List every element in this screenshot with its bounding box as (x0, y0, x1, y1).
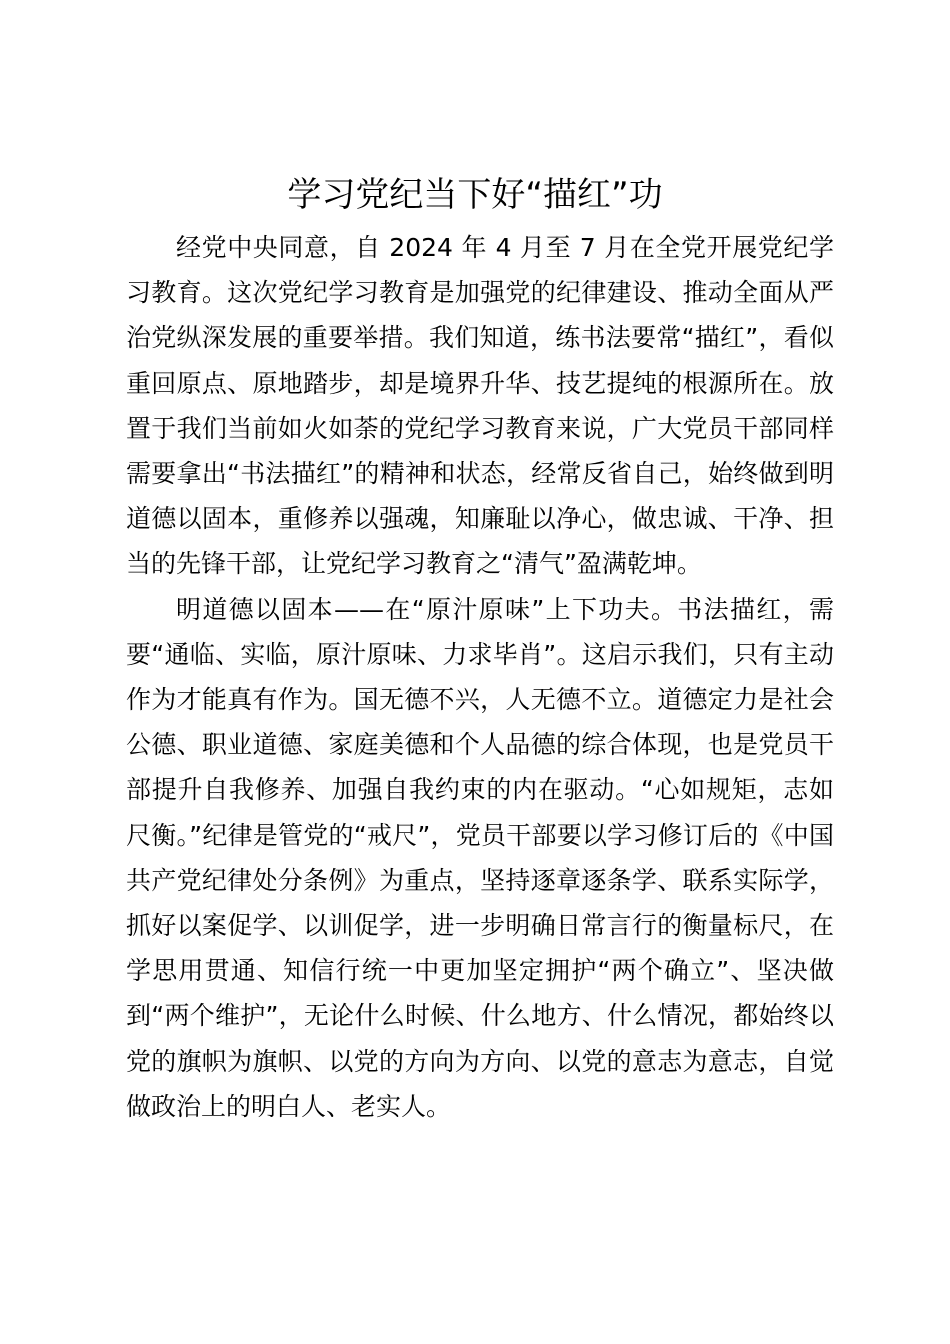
paragraph-1: 经党中央同意，自 2024 年 4 月至 7 月在全党开展党纪学习教育。这次党纪学习教育是加强党的纪律建设、推动全面从严治党纵深发展的重要举措。我们知道，练书法要常“描红”，看似重回原点、原地踏步，却是境界升华、技艺提纯的根源所在。放置于我们当前如火如荼的党纪学习教育来说，广大党员干部同样需要拿出“书法描红”的精神和状态，经常反省自己，始终做到明道德以固本，重修养以强魂，知廉耻以净心，做忠诚、干净、担当的先锋干部，让党纪学习教育之“清气”盈满乾坤。 (126, 233, 834, 579)
document-body (126, 225, 834, 1129)
paragraph-2: 明道德以固本——在“原汁原味”上下功夫。书法描红，需要“通临、实临，原汁原味、力求毕肖”。这启示我们，只有主动作为才能真有作为。国无德不兴，人无德不立。道德定力是社会公德、职业道德、家庭美德和个人品德的综合体现，也是党员干部提升自我修养、加强自我约束的内在驱动。“心如规矩，志如尺衡。”纪律是管党的“戒尺”，党员干部要以学习修订后的《中国共产党纪律处分条例》为重点，坚持逐章逐条学、联系实际学，抓好以案促学、以训促学，进一步明确日常言行的衡量标尺，在学思用贯通、知信行统一中更加坚定拥护“两个确立”、坚决做到“两个维护”，无论什么时候、什么地方、什么情况，都始终以党的旗帜为旗帜、以党的方向为方向、以党的意志为意志，自觉做政治上的明白人、老实人。 (126, 594, 834, 1121)
document-title: 学习党纪当下好“描红”功 (287, 175, 663, 215)
